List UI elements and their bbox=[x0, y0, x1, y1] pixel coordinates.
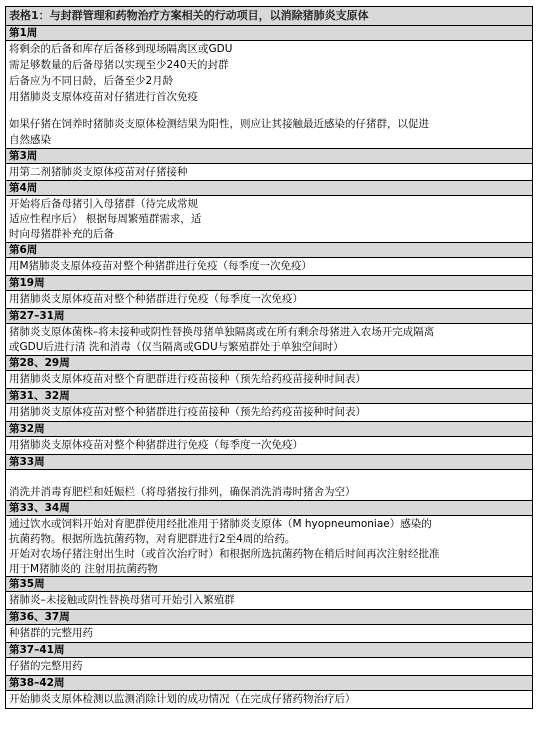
week-actions bbox=[6, 658, 532, 676]
week-heading: 第38–42周 bbox=[6, 676, 532, 691]
week-heading: 第33、34周 bbox=[6, 501, 532, 516]
action-line: 用猪肺炎支原体疫苗对整个种猪群进行免疫（每季度一次免疫） bbox=[9, 439, 303, 451]
week-actions bbox=[6, 470, 532, 501]
action-line: 将剩余的后备和库存后备移到现场隔离区或GDU bbox=[9, 43, 233, 55]
week-actions bbox=[6, 625, 532, 643]
week-heading: 第1周 bbox=[6, 26, 532, 41]
action-line: 抗菌药物。根据所选抗菌药物，对育肥群进行2至4周的给药。 bbox=[9, 533, 296, 545]
week-heading: 第27–31周 bbox=[6, 309, 532, 324]
week-heading: 第6周 bbox=[6, 243, 532, 258]
action-line: 自然感染 bbox=[9, 134, 51, 146]
action-line: 开始将后备母猪引入母猪群（待完成常规 bbox=[9, 198, 198, 210]
week-heading: 第31、32周 bbox=[6, 389, 532, 404]
action-line bbox=[9, 105, 529, 116]
action-line: 开始对农场仔猪注射出生时（或首次治疗时）和根据所选抗菌药物在稍后时间再次注射经批准 bbox=[9, 548, 440, 560]
action-line: 用猪肺炎支原体疫苗对整个育肥群进行疫苗接种（预先给药疫苗接种时间表） bbox=[9, 373, 366, 385]
week-heading: 第35周 bbox=[6, 577, 532, 592]
action-line: 用M猪肺炎支原体疫苗对整个种猪群进行免疫（每季度一次免疫） bbox=[9, 260, 313, 272]
action-line: 种猪群的完整用药 bbox=[9, 627, 93, 639]
action-line: 用于M猪肺炎的 注射用抗菌药物 bbox=[9, 563, 158, 575]
action-line: 猪肺炎–未接触或阴性替换母猪可开始引入繁殖群 bbox=[9, 594, 235, 606]
action-line: 用第二剂猪肺炎支原体疫苗对仔猪接种 bbox=[9, 166, 188, 178]
action-line: 用猪肺炎支原体疫苗对整个种猪群进行免疫（每季度一次免疫） bbox=[9, 293, 303, 305]
week-actions bbox=[6, 437, 532, 455]
week-heading: 第4周 bbox=[6, 181, 532, 196]
week-heading: 第28、29周 bbox=[6, 356, 532, 371]
action-line: 仔猪的完整用药 bbox=[9, 660, 83, 672]
action-line: 时向母猪群补充的后备 bbox=[9, 228, 114, 240]
action-line: 用猪肺炎支原体疫苗对仔猪进行首次免疫 bbox=[9, 91, 198, 103]
week-actions bbox=[6, 404, 532, 422]
week-actions bbox=[6, 592, 532, 610]
action-items-table bbox=[5, 6, 533, 709]
action-line: 如果仔猪在饲养时猪肺炎支原体检测结果为阳性，则应让其接触最近感染的仔猪群，以促进 bbox=[9, 118, 429, 130]
action-line: 后备应为不同日龄，后备至少2月龄 bbox=[9, 75, 174, 87]
action-line bbox=[9, 470, 529, 484]
action-line: 通过饮水或饲料开始对育肥群使用经批准用于猪肺炎支原体（M hyopneumoniae）感染的 bbox=[9, 518, 432, 530]
week-actions bbox=[6, 41, 532, 149]
week-heading: 第32周 bbox=[6, 422, 532, 437]
week-heading: 第33周 bbox=[6, 455, 532, 470]
action-line: 用猪肺炎支原体疫苗对整个种猪群进行疫苗接种（预先给药疫苗接种时间表） bbox=[9, 406, 366, 418]
week-heading: 第19周 bbox=[6, 276, 532, 291]
week-actions bbox=[6, 691, 532, 708]
action-line: 消洗并消毒育肥栏和妊娠栏（将母猪按行排列，确保消洗消毒时猪舍为空） bbox=[9, 486, 356, 498]
action-line: 开始肺炎支原体检测以监测消除计划的成功情况（在完成仔猪药物治疗后） bbox=[9, 693, 356, 705]
week-heading: 第37–41周 bbox=[6, 643, 532, 658]
week-actions bbox=[6, 196, 532, 243]
action-line: 或GDU后进行清 洗和消毒（仅当隔离或GDU与繁殖群处于单独空间时） bbox=[9, 341, 344, 353]
week-actions bbox=[6, 291, 532, 309]
week-actions bbox=[6, 324, 532, 356]
action-line: 需足够数量的后备母猪以实现至少240天的封群 bbox=[9, 59, 229, 71]
week-heading: 第36、37周 bbox=[6, 610, 532, 625]
week-actions bbox=[6, 258, 532, 276]
action-line: 猪肺炎支原体菌株–将未接种或阴性替换母猪单独隔离或在所有剩余母猪进入农场开完成隔离 bbox=[9, 326, 435, 338]
week-actions bbox=[6, 164, 532, 181]
action-line: 适应性程序后） 根据每周繁殖群需求，适 bbox=[9, 213, 202, 225]
table-title: 表格1：与封群管理和药物治疗方案相关的行动项目，以消除猪肺炎支原体 bbox=[6, 7, 532, 26]
week-heading: 第3周 bbox=[6, 149, 532, 164]
week-actions bbox=[6, 516, 532, 577]
week-actions bbox=[6, 371, 532, 389]
